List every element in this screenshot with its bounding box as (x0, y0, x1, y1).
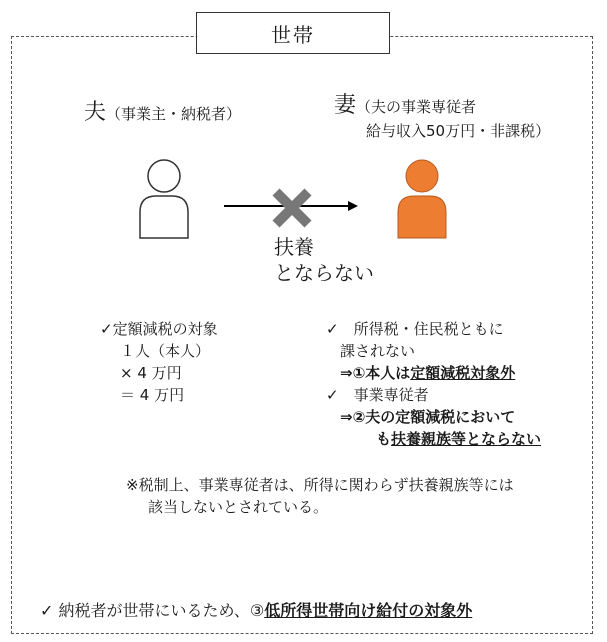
status-line-3 (326, 362, 541, 384)
calc-line-1: １人（本人） (120, 342, 211, 360)
wife-status-block (326, 318, 541, 450)
wife-detail-line1: （夫の事業専従者 (356, 98, 477, 116)
tax-note (126, 474, 514, 518)
note-line-1: ※税制上、事業専従者は、所得に関わらず扶養親族等には (126, 476, 514, 494)
calc-line-3: ＝ 4 万円 (120, 386, 185, 404)
person-filled-icon (392, 158, 452, 240)
status-line-1: ✓ 所得税・住民税ともに (326, 320, 504, 338)
tax-reduction-calc (100, 318, 218, 406)
person-outline-icon (134, 158, 194, 240)
wife-detail-line2: 給与収入50万円・非課税） (366, 122, 551, 140)
wife-label (334, 94, 476, 119)
cross-icon (270, 186, 314, 230)
status-line-2: 課されない (340, 342, 416, 360)
relation-line1: 扶養 (274, 235, 314, 259)
footer-prefix: ✓ 納税者が世帯にいるため、③ (40, 601, 265, 620)
status-line-5: ⇒②夫の定額減税において (340, 408, 516, 426)
household-title: 世帯 (196, 12, 390, 54)
relation-text (274, 234, 374, 286)
husband-name: 夫 (84, 100, 107, 125)
calc-line-2: × 4 万円 (120, 364, 182, 382)
note-line-2: 該当しないとされている。 (148, 498, 329, 516)
wife-name: 妻 (334, 93, 357, 118)
footer-conclusion (40, 598, 472, 621)
husband-detail: （事業主・納税者） (106, 105, 242, 123)
status-line-3-prefix: ⇒①本人は (340, 364, 411, 382)
husband-label (84, 95, 241, 126)
status-line-3-emph: 定額減税対象外 (410, 364, 516, 382)
calc-heading: ✓定額減税の対象 (100, 320, 218, 338)
status-line-6-prefix: も (376, 430, 392, 448)
status-line-4: ✓ 事業専従者 (326, 386, 429, 404)
footer-emph: 低所得世帯向け給付の対象外 (264, 601, 473, 620)
status-line-6 (326, 428, 541, 450)
status-line-6-emph: 扶養親族等とならない (391, 430, 542, 448)
relation-line2: とならない (274, 261, 374, 285)
